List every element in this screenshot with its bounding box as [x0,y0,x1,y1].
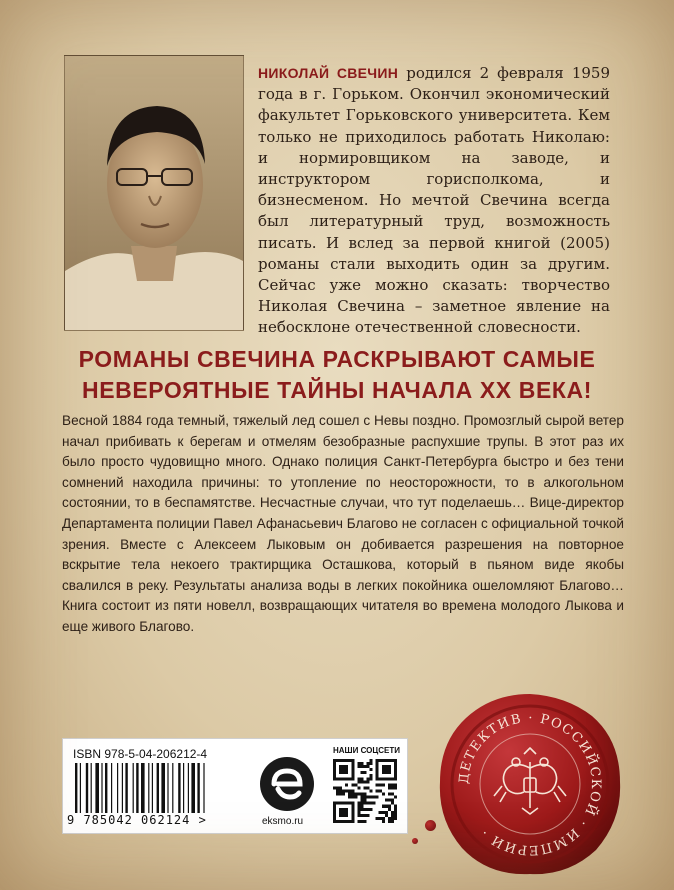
qr-cell [379,783,382,786]
barcode-bar [133,763,134,813]
barcode-bar [161,763,165,813]
qr-cell [339,820,342,823]
qr-cell [345,765,348,768]
qr-cell [367,814,370,817]
qr-cell [333,786,336,789]
qr-cell [360,765,363,768]
qr-cell [333,814,336,817]
barcode-bar [191,763,195,813]
qr-code [333,759,397,823]
qr-cell [385,777,388,780]
qr-cell [339,771,342,774]
qr-cell [370,796,373,799]
qr-cell [394,805,397,808]
qr-cell [357,765,360,768]
qr-cell [360,799,363,802]
qr-cell [351,796,354,799]
barcode-bar [188,763,189,813]
qr-cell [385,759,388,762]
qr-cell [342,811,345,814]
qr-cell [333,808,336,811]
wax-seal [436,690,624,878]
qr-cell [370,774,373,777]
qr-cell [339,793,342,796]
qr-cell [339,811,342,814]
barcode-bar [197,763,199,813]
barcode-bar [111,763,112,813]
qr-cell [379,817,382,820]
qr-cell [388,771,391,774]
qr-cell [345,771,348,774]
qr-cell [382,759,385,762]
qr-cell [391,814,394,817]
qr-cell [333,759,336,762]
qr-cell [333,762,336,765]
qr-cell [382,820,385,823]
barcode-bar [101,763,102,813]
qr-cell [336,793,339,796]
qr-cell [345,759,348,762]
eksmo-logo-icon [258,755,316,813]
qr-cell [342,802,345,805]
qr-cell [333,805,336,808]
qr-cell [382,765,385,768]
barcode-number: 9 785042 062124 > [67,813,207,827]
qr-cell [376,765,379,768]
qr-cell [385,805,388,808]
qr-cell [394,811,397,814]
qr-cell [370,762,373,765]
barcode-bar [152,763,153,813]
qr-cell [348,802,351,805]
qr-cell [388,786,391,789]
qr-cell [376,777,379,780]
barcode-bar [172,763,173,813]
qr-cell [382,811,385,814]
qr-cell [348,777,351,780]
qr-cell [345,789,348,792]
headline-line-1: РОМАНЫ СВЕЧИНА РАСКРЫВАЮТ САМЫЕ [78,346,596,372]
qr-cell [388,768,391,771]
qr-cell [348,789,351,792]
barcode [73,763,243,813]
qr-cell [376,762,379,765]
qr-cell [385,814,388,817]
barcode-bar [148,763,149,813]
qr-cell [336,789,339,792]
qr-cell [333,802,336,805]
barcode-bar [75,763,77,813]
qr-cell [345,808,348,811]
qr-cell [367,765,370,768]
qr-cell [339,802,342,805]
qr-cell [394,759,397,762]
qr-cell [360,805,363,808]
qr-cell [391,802,394,805]
qr-cell [363,796,366,799]
qr-cell [379,777,382,780]
qr-cell [388,799,391,802]
qr-cell [367,780,370,783]
qr-cell [367,808,370,811]
qr-cell [391,811,394,814]
qr-cell [345,811,348,814]
barcode-bar [178,763,180,813]
qr-cell [394,768,397,771]
qr-cell [345,814,348,817]
qr-cell [357,780,360,783]
qr-cell [388,817,391,820]
qr-cell [351,820,354,823]
qr-cell [339,789,342,792]
qr-cell [339,768,342,771]
qr-cell [357,811,360,814]
qr-cell [382,817,385,820]
qr-cell [345,802,348,805]
qr-cell [348,796,351,799]
qr-cell [357,786,360,789]
qr-cell [333,765,336,768]
qr-cell [333,817,336,820]
qr-cell [394,777,397,780]
barcode-bar [136,763,138,813]
qr-cell [367,777,370,780]
headline [40,344,634,406]
qr-cell [345,768,348,771]
qr-cell [385,811,388,814]
wax-drop-small [412,838,418,844]
author-name: НИКОЛАЙ СВЕЧИН [258,65,399,81]
qr-cell [370,759,373,762]
qr-cell [336,820,339,823]
qr-cell [351,789,354,792]
barcode-bar [203,763,204,813]
qr-cell [385,771,388,774]
isbn-label: ISBN 978-5-04-206212-4 [73,747,208,761]
qr-cell [388,759,391,762]
qr-cell [351,765,354,768]
qr-cell [376,796,379,799]
qr-cell [363,799,366,802]
qr-cell [394,786,397,789]
barcode-bar [167,763,168,813]
qr-cell [363,808,366,811]
qr-cell [348,820,351,823]
qr-cell [345,820,348,823]
qr-cell [385,765,388,768]
qr-cell [357,802,360,805]
qr-cell [348,793,351,796]
qr-cell [360,796,363,799]
qr-cell [360,808,363,811]
qr-cell [391,783,394,786]
qr-cell [357,777,360,780]
barcode-bar [125,763,127,813]
qr-cell [354,793,357,796]
qr-cell [394,762,397,765]
qr-cell [351,783,354,786]
publisher-site: eksmo.ru [262,816,304,827]
social-label: НАШИ СОЦСЕТИ [333,746,400,755]
qr-cell [342,793,345,796]
qr-cell [336,786,339,789]
qr-cell [360,771,363,774]
author-bio [258,63,610,339]
qr-cell [363,786,366,789]
qr-cell [363,802,366,805]
qr-cell [391,777,394,780]
qr-cell [336,777,339,780]
qr-cell [360,802,363,805]
qr-cell [363,814,366,817]
barcode-bar [117,763,118,813]
qr-cell [370,789,373,792]
qr-cell [351,808,354,811]
qr-cell [376,768,379,771]
qr-cell [382,805,385,808]
qr-cell [339,765,342,768]
qr-cell [376,774,379,777]
qr-cell [376,759,379,762]
qr-cell [339,786,342,789]
qr-cell [351,802,354,805]
author-bio-text: родился 2 февраля 1959 года в г. Горьком. Окончил экономический факультет Горьковского университета. Кем только не приходилось работать Николаю: и нормировщиком на заводе, и инструктором горисполкома, и бизнесменом. Но мечтой Свечина всегда был литературный труд, возможность писать. И вслед за первой книгой (2005) романы стали выходить один за другим. Сейчас уже можно сказать: творчество Николая Свечина – заметное явление на небосклоне отечественной словесности. [258,64,610,337]
qr-cell [385,768,388,771]
qr-cell [391,759,394,762]
qr-cell [385,799,388,802]
barcode-bar [91,763,92,813]
qr-cell [373,796,376,799]
barcode-bar [80,763,81,813]
qr-cell [333,811,336,814]
qr-cell [351,793,354,796]
qr-cell [342,765,345,768]
qr-cell [336,802,339,805]
qr-cell [373,802,376,805]
qr-cell [376,771,379,774]
qr-cell [363,793,366,796]
qr-cell [379,789,382,792]
qr-cell [342,814,345,817]
qr-cell [370,802,373,805]
qr-cell [379,759,382,762]
qr-cell [382,771,385,774]
book-description: Весной 1884 года темный, тяжелый лед сошел с Невы поздно. Промозглый сырой ветер начал прибивать к берегам и отмелям безобразные распухшие трупы. В этот раз их было просто чудовищно много. Однако полиция Санкт-Петербурга быстро и без тени сомнений находила причины: то утопление по неосторожности, то в алкогольном состоянии, то в беспамятстве. Несчастные случаи, что тут поделаешь… Вице-директор Департамента полиции Павел Афанасьевич Благово не согласен с официальной точкой зрения. Вместе с Алексеем Лыковым он добивается разрешения на повторное вскрытие тела некоего трактирщика Осташкова, который в пьяном виде якобы свалился в реку. Результаты анализа воды в легких покойника ошеломляют Благово… Книга состоит из пяти новелл, возвращающих читателя во времена молодого Лыкова и еще живого Благово. [62,413,624,634]
qr-cell [382,777,385,780]
qr-cell [376,817,379,820]
qr-cell [391,786,394,789]
qr-cell [342,771,345,774]
qr-cell [333,774,336,777]
wax-drop-large [425,820,436,831]
qr-cell [360,780,363,783]
qr-cell [376,789,379,792]
qr-cell [394,817,397,820]
qr-cell [382,783,385,786]
qr-cell [394,774,397,777]
qr-cell [339,814,342,817]
qr-cell [388,805,391,808]
barcode-bar [183,763,184,813]
qr-cell [345,783,348,786]
qr-cell [363,765,366,768]
qr-cell [376,783,379,786]
qr-cell [394,771,397,774]
qr-cell [363,780,366,783]
qr-cell [351,805,354,808]
barcode-bar [86,763,88,813]
qr-cell [342,777,345,780]
qr-cell [363,820,366,823]
qr-cell [388,783,391,786]
qr-cell [391,793,394,796]
qr-cell [354,783,357,786]
qr-cell [339,759,342,762]
qr-cell [382,768,385,771]
qr-cell [367,762,370,765]
qr-cell [391,799,394,802]
qr-cell [388,820,391,823]
qr-cell [391,820,394,823]
qr-cell [351,777,354,780]
barcode-bar [105,763,107,813]
qr-cell [394,783,397,786]
qr-cell [354,796,357,799]
qr-cell [333,820,336,823]
qr-cell [394,765,397,768]
qr-cell [394,808,397,811]
barcode-bar [141,763,145,813]
qr-cell [394,814,397,817]
qr-cell [367,786,370,789]
qr-cell [342,808,345,811]
qr-cell [360,777,363,780]
qr-cell [382,793,385,796]
qr-cell [342,759,345,762]
qr-cell [357,808,360,811]
qr-cell [357,793,360,796]
qr-cell [351,814,354,817]
qr-cell [357,762,360,765]
qr-cell [370,768,373,771]
qr-cell [339,808,342,811]
qr-cell [394,796,397,799]
qr-cell [370,777,373,780]
qr-cell [363,771,366,774]
qr-cell [333,771,336,774]
barcode-bar [122,763,123,813]
qr-cell [360,820,363,823]
qr-cell [339,777,342,780]
author-photo [64,55,244,331]
qr-cell [388,793,391,796]
qr-cell [388,808,391,811]
qr-cell [360,762,363,765]
seal-text: ДЕТЕКТИВ · РОССИЙСКОЙ · ИМПЕРИИ · [456,710,604,858]
qr-cell [391,817,394,820]
qr-cell [342,768,345,771]
qr-cell [342,820,345,823]
qr-cell [357,820,360,823]
qr-cell [351,768,354,771]
qr-cell [367,802,370,805]
qr-cell [388,765,391,768]
headline-line-2: НЕВЕРОЯТНЫЕ ТАЙНЫ НАЧАЛА XX ВЕКА! [81,377,592,403]
qr-cell [336,759,339,762]
qr-cell [360,814,363,817]
barcode-bar [95,763,99,813]
qr-cell [345,777,348,780]
qr-cell [357,814,360,817]
qr-cell [351,774,354,777]
qr-cell [360,793,363,796]
qr-cell [370,808,373,811]
qr-cell [348,759,351,762]
qr-cell [333,777,336,780]
qr-cell [342,789,345,792]
qr-cell [351,762,354,765]
qr-cell [351,759,354,762]
qr-cell [367,796,370,799]
qr-cell [351,771,354,774]
qr-cell [333,768,336,771]
qr-cell [351,817,354,820]
qr-cell [357,805,360,808]
barcode-panel [62,738,408,834]
qr-cell [388,777,391,780]
qr-cell [379,811,382,814]
qr-cell [351,811,354,814]
barcode-bar [157,763,159,813]
